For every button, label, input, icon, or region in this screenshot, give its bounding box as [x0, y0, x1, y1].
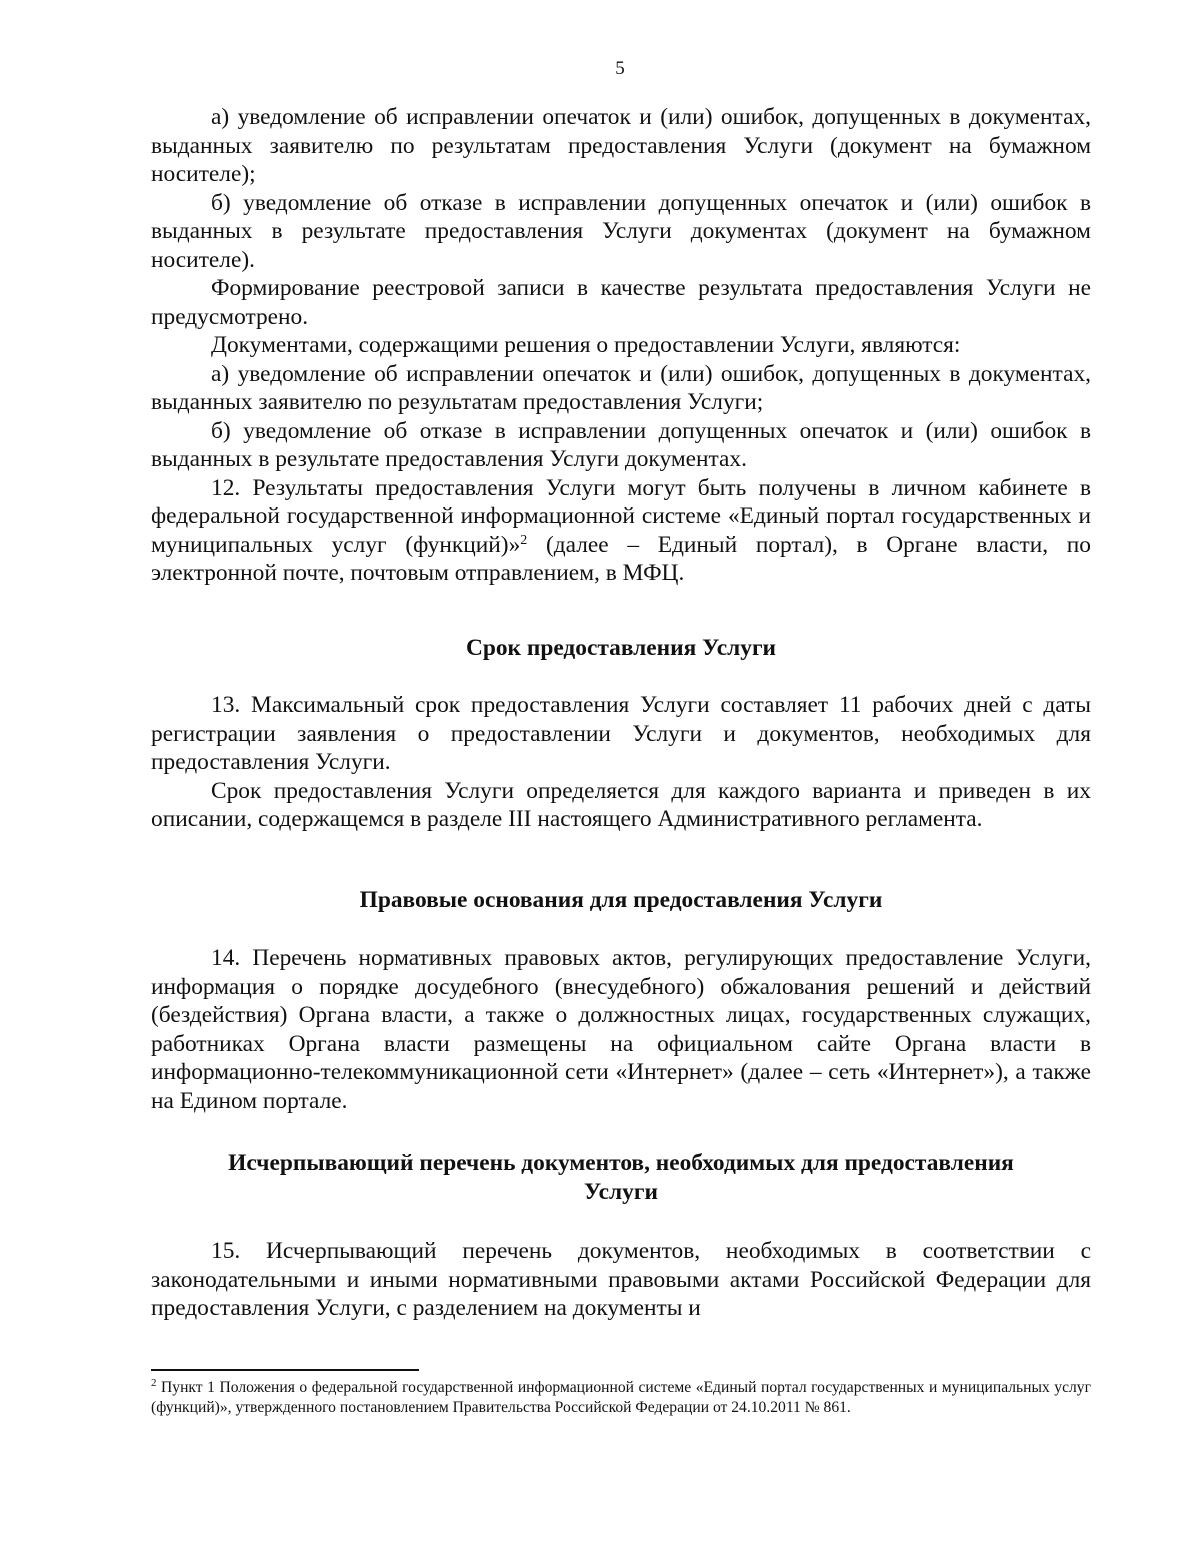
paragraph-14: 14. Перечень нормативных правовых актов, регулирующих предоставление Услуги, информация о порядке досудебного (внесудебного) обжалования решений и действий (бездействия) Органа власти, а также о должностных лицах, государственных служащих, работниках Органа власти размещены на официальном сайте Органа власти в информационно-телекоммуникационной сети «Интернет» (далее – сеть «Интернет»), а также на Едином портале.	[151, 945, 1091, 1114]
paragraph-13: 13. Максимальный срок предоставления Услуги составляет 11 рабочих дней с даты регистрации заявления о предоставлении Услуги и документов, необходимых для предоставления Услуги.	[151, 692, 1091, 775]
paragraph-decision-a: а) уведомление об исправлении опечаток и (или) ошибок, допущенных в документах, выданных заявителю по результатам предоставления Услуги;	[151, 360, 1091, 415]
footnote-marker: 2	[151, 1377, 157, 1389]
paragraph-12-text: 12. Результаты предоставления Услуги могут быть получены в личном кабинете в федеральной государственной информационной системе «Единый портал государственных и муниципальных услуг (функций)»	[151, 474, 1091, 558]
document-body	[151, 103, 1091, 1323]
page-number: 5	[615, 58, 625, 79]
paragraph-decision-documents: Документами, содержащими решения о предоставлении Услуги, являются:	[211, 332, 961, 358]
heading-required-documents	[151, 1149, 1091, 1206]
paragraph-registry-record: Формирование реестровой записи в качестве результата предоставления Услуги не предусмотрено.	[151, 275, 1091, 330]
footnote-2	[151, 1378, 1091, 1417]
footnote-ref-2: 2	[520, 532, 528, 548]
paragraph-15: 15. Исчерпывающий перечень документов, необходимых в соответствии с законодательными и иными нормативными правовыми актами Российской Федерации для предоставления Услуги, с разделением на документы и	[151, 1238, 1091, 1321]
paragraph-12-text-end: (далее – Единый портал), в Органе власти, по электронной почте, почтовым отправлением, в МФЦ.	[151, 531, 1091, 586]
heading-required-documents-line2: Услуги	[584, 1178, 658, 1205]
paragraph-decision-b: б) уведомление об отказе в исправлении допущенных опечаток и (или) ошибок в выданных в результате предоставления Услуги документах.	[151, 417, 1091, 472]
heading-service-term: Срок предоставления Услуги	[465, 634, 777, 661]
paragraph-12	[151, 474, 1091, 588]
paragraph-term-variants: Срок предоставления Услуги определяется для каждого варианта и приведен в их описании, содержащемся в разделе III настоящего Административного регламента.	[151, 777, 1091, 832]
heading-legal-grounds: Правовые основания для предоставления Услуги	[359, 886, 883, 913]
heading-required-documents-line1: Исчерпывающий перечень документов, необходимых для предоставления	[228, 1150, 1014, 1176]
paragraph-result-a: а) уведомление об исправлении опечаток и (или) ошибок, допущенных в документах, выданных заявителю по результатам предоставления Услуги (документ на бумажном носителе);	[151, 104, 1091, 187]
footnote-separator	[151, 1369, 419, 1371]
paragraph-result-b: б) уведомление об отказе в исправлении допущенных опечаток и (или) ошибок в выданных в результате предоставления Услуги документах (документ на бумажном носителе).	[151, 189, 1091, 273]
footnote-text: Пункт 1 Положения о федеральной государственной информационной системе «Единый портал государственных и муниципальных услуг (функций)», утвержденного постановлением Правительства Российской Федерации от 24.10.2011 № 861.	[151, 1379, 1091, 1416]
